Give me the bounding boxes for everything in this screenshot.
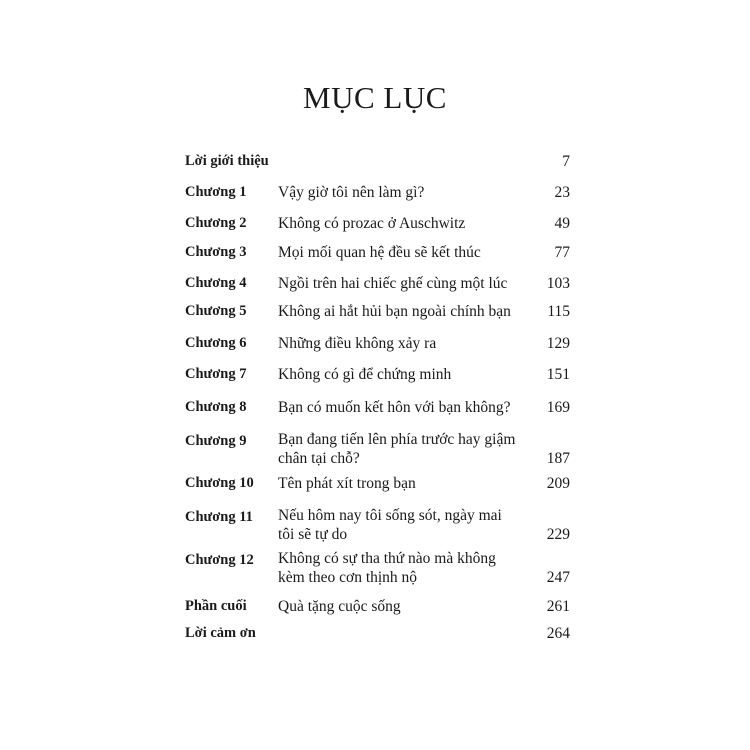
toc-entry <box>185 506 570 543</box>
chapter-label: Chương 4 <box>185 275 247 291</box>
chapter-title: Bạn có muốn kết hôn với bạn không? <box>278 399 511 416</box>
toc-entry <box>185 365 570 385</box>
page-number: 103 <box>546 275 570 292</box>
page-number: 187 <box>546 450 570 467</box>
chapter-title: Tên phát xít trong bạn <box>278 475 416 492</box>
chapter-label: Chương 8 <box>185 399 247 415</box>
page-number: 247 <box>546 569 570 586</box>
toc-entry <box>185 549 570 586</box>
page-number: 169 <box>546 399 570 416</box>
toc-entry <box>185 430 570 467</box>
chapter-title: Không có gì để chứng minh <box>278 366 452 383</box>
page-number: 264 <box>546 625 570 642</box>
chapter-label: Lời giới thiệu <box>185 153 269 169</box>
toc-entry <box>185 302 570 322</box>
chapter-label: Chương 7 <box>185 366 247 382</box>
chapter-label: Chương 12 <box>185 552 254 568</box>
chapter-label: Chương 6 <box>185 335 247 351</box>
toc-entry <box>185 334 570 354</box>
chapter-title: Vậy giờ tôi nên làm gì? <box>278 184 425 201</box>
toc-entry <box>185 624 570 644</box>
chapter-title <box>278 430 538 468</box>
page-title: MỤC LỤC <box>303 80 447 115</box>
toc-entry <box>185 274 570 294</box>
chapter-title: Không có prozac ở Auschwitz <box>278 215 466 232</box>
chapter-label: Chương 3 <box>185 244 247 260</box>
chapter-label: Phần cuối <box>185 598 247 614</box>
chapter-label: Chương 11 <box>185 509 253 525</box>
toc-entry <box>185 243 570 263</box>
toc-entry <box>185 474 570 494</box>
chapter-title-line: Nếu hôm nay tôi sống sót, ngày mai <box>278 507 502 524</box>
page-number: 151 <box>546 366 570 383</box>
chapter-title-line: kèm theo cơn thịnh nộ <box>278 569 418 586</box>
chapter-label: Chương 2 <box>185 215 247 231</box>
page-number: 7 <box>562 153 570 170</box>
chapter-title: Quà tặng cuộc sống <box>278 598 401 615</box>
chapter-label: Chương 9 <box>185 433 247 449</box>
page-number: 261 <box>546 598 570 615</box>
toc-entry <box>185 183 570 203</box>
chapter-title-line: chân tại chỗ? <box>278 450 360 467</box>
chapter-title-line: tôi sẽ tự do <box>278 526 348 543</box>
chapter-title-line: Bạn đang tiến lên phía trước hay giậm <box>278 431 516 448</box>
chapter-title: Ngồi trên hai chiếc ghế cùng một lúc <box>278 275 508 292</box>
chapter-title <box>278 549 538 587</box>
toc-entry <box>185 152 570 172</box>
chapter-title <box>278 506 538 544</box>
chapter-label: Chương 1 <box>185 184 247 200</box>
page-number: 129 <box>546 335 570 352</box>
page-number: 209 <box>546 475 570 492</box>
page-number: 77 <box>554 244 570 261</box>
chapter-label: Chương 5 <box>185 303 247 319</box>
chapter-label: Lời cảm ơn <box>185 625 256 641</box>
toc-entry <box>185 214 570 234</box>
page-number: 229 <box>546 526 570 543</box>
page-number: 23 <box>554 184 570 201</box>
chapter-title: Những điều không xảy ra <box>278 335 437 352</box>
chapter-title-line: Không có sự tha thứ nào mà không <box>278 550 496 567</box>
chapter-title: Không ai hắt hủi bạn ngoài chính bạn <box>278 303 511 320</box>
page-number: 115 <box>547 303 570 320</box>
toc-entry <box>185 597 570 617</box>
page-number: 49 <box>554 215 570 232</box>
chapter-title: Mọi mối quan hệ đều sẽ kết thúc <box>278 244 481 261</box>
toc-entry <box>185 398 570 418</box>
chapter-label: Chương 10 <box>185 475 254 491</box>
